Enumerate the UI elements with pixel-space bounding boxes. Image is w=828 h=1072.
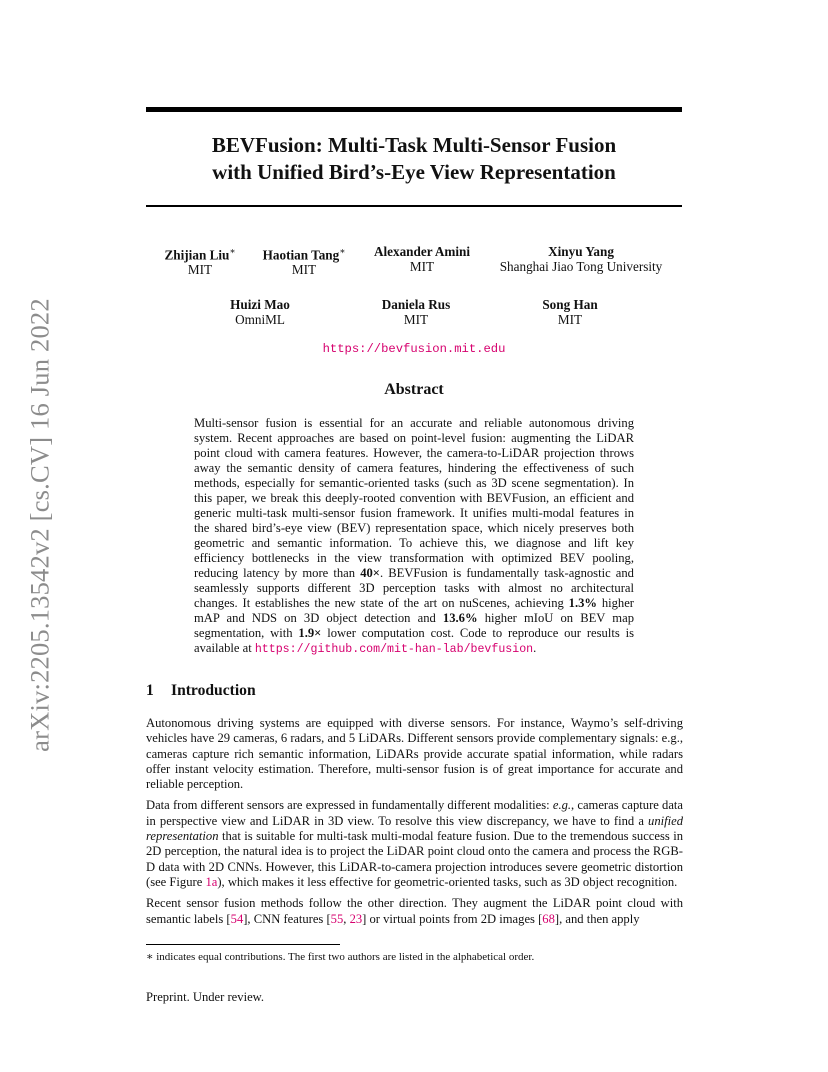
project-url-link[interactable]: https://bevfusion.mit.edu (322, 342, 506, 356)
section-heading (146, 682, 256, 700)
paper-title (146, 132, 682, 186)
author-affiliation: MIT (403, 312, 429, 327)
footnote-rule (146, 944, 340, 945)
abstract-heading: Abstract (384, 381, 444, 398)
equal-contribution-mark: ∗ (229, 246, 236, 256)
author-affiliation: Shanghai Jiao Tong University (499, 259, 663, 274)
author-name: Huizi Mao (230, 297, 290, 312)
citation-link[interactable]: 23 (349, 911, 363, 926)
author-name: Xinyu Yang (548, 244, 614, 259)
title-bottom-rule (146, 205, 682, 207)
equal-contribution-mark: ∗ (339, 246, 346, 256)
figure-reference-link[interactable]: 1a (205, 874, 218, 889)
author-name: Song Han (542, 297, 598, 312)
author-affiliation: MIT (409, 259, 435, 274)
author-affiliation: MIT (187, 262, 213, 278)
author-name: Alexander Amini (373, 244, 471, 259)
author-name: Zhijian Liu (164, 247, 230, 263)
citation-link[interactable]: 68 (542, 911, 555, 926)
author-block (208, 297, 312, 327)
paragraph: Autonomous driving systems are equipped with diverse sensors. For instance, Waymo’s self-driving vehicles have 29 cameras, 6 radars, and 5 LiDARs. Different sensors provide complementary signals: e.g., cameras capture rich semantic information, LiDARs provide accurate spatial information, while radars offer instant velocity estimation. Therefore, multi-sensor fusion is of great importance for accurate and reliable perception. (146, 716, 683, 792)
intro-body (146, 716, 683, 933)
author-block (364, 297, 468, 327)
title-line-2: with Unified Bird’s-Eye View Representation (212, 160, 616, 184)
citation-link[interactable]: 54 (230, 911, 244, 926)
paragraph: Recent sensor fusion methods follow the other direction. They augment the LiDAR point cloud with semantic labels [54], CNN features [55, 23] or virtual points from 2D images [68], and then apply (146, 896, 683, 926)
arxiv-stamp: arXiv:2205.13542v2 [cs.CV] 16 Jun 2022 (24, 298, 55, 752)
title-line-1: BEVFusion: Multi-Task Multi-Sensor Fusion (211, 133, 617, 157)
author-block (518, 297, 622, 327)
paragraph: Data from different sensors are expressed in fundamentally different modalities: e.g., cameras capture data in perspective view and LiDAR in 3D view. To resolve this view discrepancy, we have to find a unified representation that is suitable for multi-task multi-modal feature fusion. Due to the tremendous success in 2D perception, the natural idea is to project the LiDAR point cloud onto the camera and process the RGB-D data with 2D CNNs. However, this LiDAR-to-camera projection introduces severe geometric distortion (see Figure 1a), which makes it less effective for geometric-oriented tasks, such as 3D object recognition. (146, 798, 683, 889)
section-title: Introduction (171, 682, 256, 699)
author-name: Haotian Tang (262, 247, 340, 263)
author-name: Daniela Rus (381, 297, 451, 312)
author-affiliation: OmniML (235, 312, 285, 327)
citation-link[interactable]: 55 (330, 911, 344, 926)
preprint-note: Preprint. Under review. (146, 990, 265, 1004)
footnote: ∗ indicates equal contributions. The first two authors are listed in the alphabetical order. (146, 951, 535, 963)
author-block (150, 244, 250, 277)
author-affiliation: MIT (291, 262, 317, 278)
author-affiliation: MIT (557, 312, 583, 327)
section-number: 1 (146, 682, 154, 699)
author-block (362, 244, 482, 274)
code-url-link[interactable]: https://github.com/mit-han-lab/bevfusion (254, 643, 534, 656)
author-block (490, 244, 672, 274)
author-block (254, 244, 354, 277)
abstract-text: Multi-sensor fusion is essential for an accurate and reliable autonomous driving system. Recent approaches are based on point-level fusion: augmenting the LiDAR point cloud with camera features. However, the camera-to-LiDAR projection throws away the semantic density of camera features, hindering the effectiveness of such methods, especially for semantic-oriented tasks (such as 3D scene segmentation). In this paper, we break this deeply-rooted convention with BEVFusion, an efficient and generic multi-task multi-sensor fusion framework. It unifies multi-modal features in the shared bird’s-eye view (BEV) representation space, which nicely preserves both geometric and semantic information. To achieve this, we diagnose and lift key efficiency bottlenecks in the view transformation with optimized BEV pooling, reducing latency by more than 40×. BEVFusion is fundamentally task-agnostic and seamlessly supports different 3D perception tasks with almost no architectural changes. It establishes the new state of the art on nuScenes, achieving 1.3% higher mAP and NDS on 3D object detection and 13.6% higher mIoU on BEV map segmentation, with 1.9× lower computation cost. Code to reproduce our results is available at https://github.com/mit-han-lab/bevfusion. (194, 416, 634, 656)
title-top-rule (146, 107, 682, 112)
